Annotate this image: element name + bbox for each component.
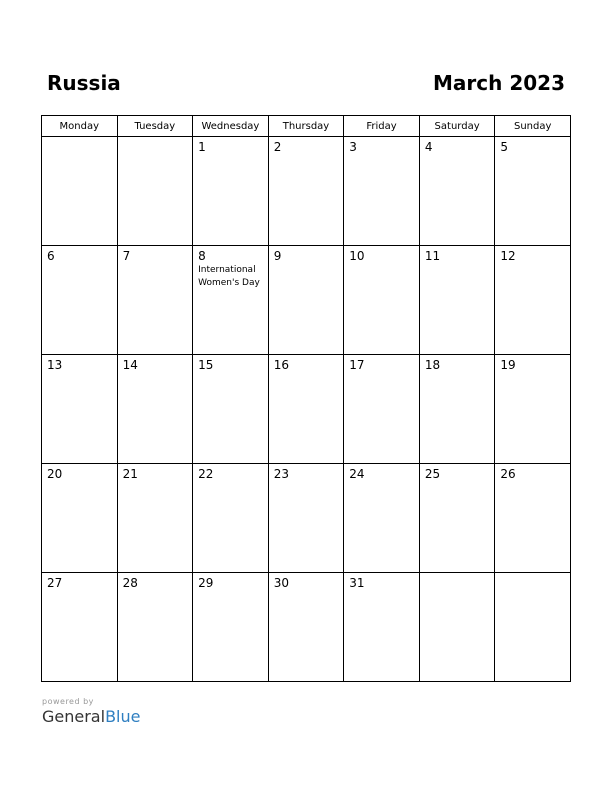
day-number: 13 — [47, 358, 63, 372]
day-cell — [495, 137, 571, 246]
day-number: 9 — [273, 249, 282, 263]
day-cell — [117, 355, 193, 464]
day-number: 28 — [122, 576, 138, 590]
day-cell — [117, 464, 193, 573]
weekday-header: Tuesday — [117, 116, 193, 137]
day-cell — [495, 464, 571, 573]
day-cell — [344, 355, 420, 464]
day-cell — [495, 355, 571, 464]
day-cell — [117, 246, 193, 355]
day-cell — [42, 464, 118, 573]
weekday-header: Friday — [344, 116, 420, 137]
day-cell — [268, 355, 344, 464]
day-number: 30 — [273, 576, 289, 590]
weekday-header: Saturday — [419, 116, 495, 137]
week-row — [42, 464, 571, 573]
day-cell — [495, 573, 571, 682]
day-cell — [193, 246, 269, 355]
day-number: 17 — [349, 358, 365, 372]
day-number: 18 — [424, 358, 441, 372]
country-title: Russia — [47, 71, 121, 95]
day-number: 2 — [273, 140, 282, 154]
footer — [42, 697, 140, 726]
day-cell — [117, 137, 193, 246]
day-number: 20 — [47, 467, 63, 481]
day-number: 1 — [198, 140, 206, 154]
day-number: 25 — [424, 467, 441, 481]
day-cell — [419, 355, 495, 464]
day-cell — [268, 246, 344, 355]
day-number: 16 — [273, 358, 289, 372]
day-number: 27 — [47, 576, 63, 590]
brand-general-text: General — [42, 707, 106, 726]
weekday-header-row — [42, 116, 571, 137]
week-row — [42, 246, 571, 355]
day-number: 5 — [500, 140, 509, 154]
day-number: 15 — [198, 358, 214, 372]
day-number: 6 — [47, 249, 55, 263]
day-cell — [344, 573, 420, 682]
day-cell — [193, 464, 269, 573]
week-row — [42, 355, 571, 464]
day-cell — [344, 137, 420, 246]
day-number: 12 — [500, 249, 516, 263]
day-number: 24 — [349, 467, 365, 481]
weekday-header: Thursday — [268, 116, 344, 137]
day-number: 29 — [198, 576, 214, 590]
day-cell — [419, 573, 495, 682]
day-number: 8 — [198, 249, 206, 263]
day-number: 3 — [349, 140, 357, 154]
day-cell — [42, 246, 118, 355]
day-number: 19 — [500, 358, 516, 372]
day-number: 10 — [349, 249, 365, 263]
day-cell — [419, 464, 495, 573]
day-cell — [495, 246, 571, 355]
day-number: 11 — [424, 249, 441, 263]
weekday-header: Wednesday — [193, 116, 269, 137]
brand-logo[interactable] — [42, 707, 140, 726]
weekday-header: Sunday — [495, 116, 571, 137]
day-cell — [193, 573, 269, 682]
day-cell — [42, 137, 118, 246]
day-number: 22 — [198, 467, 214, 481]
day-cell — [419, 137, 495, 246]
day-number: 23 — [273, 467, 289, 481]
day-cell — [42, 355, 118, 464]
day-number: 14 — [122, 358, 138, 372]
week-row — [42, 137, 571, 246]
day-cell — [268, 573, 344, 682]
day-cell — [419, 246, 495, 355]
day-cell — [344, 464, 420, 573]
weekday-header: Monday — [42, 116, 118, 137]
day-cell — [344, 246, 420, 355]
powered-by-label: powered by — [42, 697, 94, 706]
week-row — [42, 573, 571, 682]
day-number: 31 — [349, 576, 365, 590]
day-cell — [268, 464, 344, 573]
day-cell — [42, 573, 118, 682]
day-number: 7 — [122, 249, 131, 263]
brand-blue-text: Blue — [105, 707, 141, 726]
holiday-label: International Women's Day — [198, 265, 260, 288]
day-cell — [117, 573, 193, 682]
day-cell — [193, 137, 269, 246]
month-title: March 2023 — [433, 71, 565, 95]
day-cell — [268, 137, 344, 246]
day-number: 26 — [500, 467, 516, 481]
day-cell — [193, 355, 269, 464]
calendar-grid — [41, 115, 571, 682]
day-number: 21 — [122, 467, 138, 481]
day-number: 4 — [424, 140, 433, 154]
